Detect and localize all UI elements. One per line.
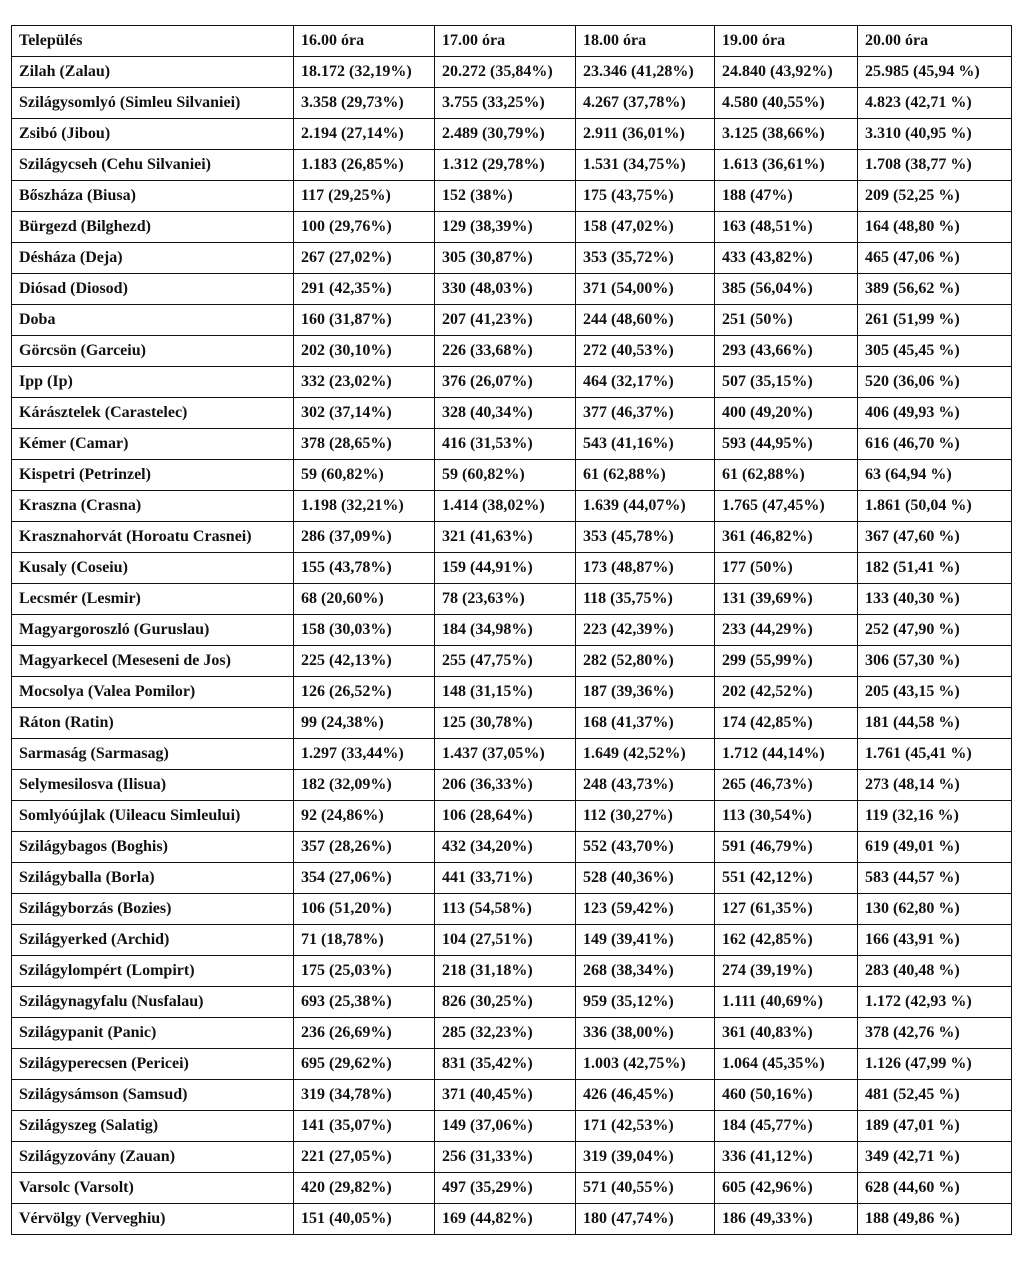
turnout-cell: 616 (46,70 %) — [858, 429, 1012, 460]
turnout-cell: 78 (23,63%) — [435, 584, 576, 615]
turnout-cell: 3.358 (29,73%) — [294, 88, 435, 119]
turnout-cell: 221 (27,05%) — [294, 1142, 435, 1173]
turnout-cell: 117 (29,25%) — [294, 181, 435, 212]
turnout-cell: 605 (42,96%) — [715, 1173, 858, 1204]
settlement-name-cell: Doba — [12, 305, 294, 336]
turnout-cell: 187 (39,36%) — [576, 677, 715, 708]
turnout-cell: 233 (44,29%) — [715, 615, 858, 646]
turnout-cell: 959 (35,12%) — [576, 987, 715, 1018]
table-row — [12, 1204, 1012, 1235]
table-row — [12, 553, 1012, 584]
settlement-name-cell: Szilágysámson (Samsud) — [12, 1080, 294, 1111]
turnout-cell: 305 (45,45 %) — [858, 336, 1012, 367]
settlement-name-cell: Sarmaság (Sarmasag) — [12, 739, 294, 770]
turnout-cell: 282 (52,80%) — [576, 646, 715, 677]
turnout-cell: 371 (54,00%) — [576, 274, 715, 305]
turnout-cell: 151 (40,05%) — [294, 1204, 435, 1235]
turnout-cell: 160 (31,87%) — [294, 305, 435, 336]
turnout-cell: 180 (47,74%) — [576, 1204, 715, 1235]
turnout-cell: 497 (35,29%) — [435, 1173, 576, 1204]
turnout-cell: 206 (36,33%) — [435, 770, 576, 801]
table-row — [12, 1049, 1012, 1080]
turnout-cell: 71 (18,78%) — [294, 925, 435, 956]
table-row — [12, 57, 1012, 88]
turnout-cell: 1.761 (45,41 %) — [858, 739, 1012, 770]
turnout-cell: 305 (30,87%) — [435, 243, 576, 274]
turnout-cell: 319 (34,78%) — [294, 1080, 435, 1111]
table-row — [12, 88, 1012, 119]
turnout-cell: 291 (42,35%) — [294, 274, 435, 305]
table-row — [12, 1173, 1012, 1204]
table-row — [12, 677, 1012, 708]
turnout-cell: 3.125 (38,66%) — [715, 119, 858, 150]
turnout-cell: 59 (60,82%) — [294, 460, 435, 491]
turnout-cell: 336 (38,00%) — [576, 1018, 715, 1049]
turnout-cell: 551 (42,12%) — [715, 863, 858, 894]
settlement-name-cell: Szilágycseh (Cehu Silvaniei) — [12, 150, 294, 181]
turnout-cell: 330 (48,03%) — [435, 274, 576, 305]
turnout-cell: 225 (42,13%) — [294, 646, 435, 677]
turnout-cell: 20.272 (35,84%) — [435, 57, 576, 88]
turnout-cell: 18.172 (32,19%) — [294, 57, 435, 88]
turnout-cell: 583 (44,57 %) — [858, 863, 1012, 894]
turnout-cell: 1.639 (44,07%) — [576, 491, 715, 522]
table-row — [12, 119, 1012, 150]
turnout-cell: 2.194 (27,14%) — [294, 119, 435, 150]
header-settlement: Település — [12, 26, 294, 57]
table-row — [12, 646, 1012, 677]
turnout-cell: 158 (30,03%) — [294, 615, 435, 646]
turnout-cell: 255 (47,75%) — [435, 646, 576, 677]
turnout-cell: 1.064 (45,35%) — [715, 1049, 858, 1080]
turnout-cell: 181 (44,58 %) — [858, 708, 1012, 739]
turnout-cell: 100 (29,76%) — [294, 212, 435, 243]
table-row — [12, 491, 1012, 522]
settlement-name-cell: Szilágyborzás (Bozies) — [12, 894, 294, 925]
turnout-cell: 129 (38,39%) — [435, 212, 576, 243]
turnout-cell: 141 (35,07%) — [294, 1111, 435, 1142]
turnout-cell: 118 (35,75%) — [576, 584, 715, 615]
turnout-cell: 336 (41,12%) — [715, 1142, 858, 1173]
turnout-cell: 104 (27,51%) — [435, 925, 576, 956]
header-time-4: 19.00 óra — [715, 26, 858, 57]
settlement-name-cell: Lecsmér (Lesmir) — [12, 584, 294, 615]
turnout-cell: 166 (43,91 %) — [858, 925, 1012, 956]
turnout-cell: 113 (54,58%) — [435, 894, 576, 925]
turnout-cell: 148 (31,15%) — [435, 677, 576, 708]
turnout-cell: 251 (50%) — [715, 305, 858, 336]
turnout-cell: 2.489 (30,79%) — [435, 119, 576, 150]
table-row — [12, 615, 1012, 646]
turnout-cell: 252 (47,90 %) — [858, 615, 1012, 646]
turnout-cell: 273 (48,14 %) — [858, 770, 1012, 801]
turnout-cell: 353 (35,72%) — [576, 243, 715, 274]
settlement-name-cell: Bőszháza (Biusa) — [12, 181, 294, 212]
turnout-cell: 174 (42,85%) — [715, 708, 858, 739]
turnout-cell: 361 (40,83%) — [715, 1018, 858, 1049]
turnout-cell: 177 (50%) — [715, 553, 858, 584]
turnout-cell: 464 (32,17%) — [576, 367, 715, 398]
turnout-cell: 543 (41,16%) — [576, 429, 715, 460]
turnout-cell: 465 (47,06 %) — [858, 243, 1012, 274]
turnout-cell: 1.765 (47,45%) — [715, 491, 858, 522]
turnout-cell: 302 (37,14%) — [294, 398, 435, 429]
table-row — [12, 1080, 1012, 1111]
turnout-cell: 1.126 (47,99 %) — [858, 1049, 1012, 1080]
turnout-cell: 223 (42,39%) — [576, 615, 715, 646]
turnout-cell: 1.003 (42,75%) — [576, 1049, 715, 1080]
table-row — [12, 336, 1012, 367]
turnout-cell: 123 (59,42%) — [576, 894, 715, 925]
table-row — [12, 274, 1012, 305]
turnout-cell: 188 (49,86 %) — [858, 1204, 1012, 1235]
turnout-cell: 349 (42,71 %) — [858, 1142, 1012, 1173]
turnout-cell: 619 (49,01 %) — [858, 832, 1012, 863]
turnout-cell: 385 (56,04%) — [715, 274, 858, 305]
turnout-cell: 1.312 (29,78%) — [435, 150, 576, 181]
turnout-cell: 354 (27,06%) — [294, 863, 435, 894]
turnout-cell: 133 (40,30 %) — [858, 584, 1012, 615]
table-row — [12, 181, 1012, 212]
settlement-name-cell: Szilágynagyfalu (Nusfalau) — [12, 987, 294, 1018]
turnout-cell: 389 (56,62 %) — [858, 274, 1012, 305]
turnout-cell: 68 (20,60%) — [294, 584, 435, 615]
turnout-cell: 188 (47%) — [715, 181, 858, 212]
turnout-cell: 61 (62,88%) — [715, 460, 858, 491]
turnout-cell: 321 (41,63%) — [435, 522, 576, 553]
turnout-cell: 293 (43,66%) — [715, 336, 858, 367]
table-row — [12, 367, 1012, 398]
turnout-cell: 831 (35,42%) — [435, 1049, 576, 1080]
turnout-cell: 265 (46,73%) — [715, 770, 858, 801]
settlement-name-cell: Ráton (Ratin) — [12, 708, 294, 739]
turnout-cell: 261 (51,99 %) — [858, 305, 1012, 336]
turnout-cell: 426 (46,45%) — [576, 1080, 715, 1111]
turnout-cell: 378 (28,65%) — [294, 429, 435, 460]
turnout-cell: 4.580 (40,55%) — [715, 88, 858, 119]
turnout-table — [11, 25, 1012, 1235]
settlement-name-cell: Kispetri (Petrinzel) — [12, 460, 294, 491]
table-row — [12, 863, 1012, 894]
turnout-cell: 357 (28,26%) — [294, 832, 435, 863]
turnout-cell: 286 (37,09%) — [294, 522, 435, 553]
header-time-1: 16.00 óra — [294, 26, 435, 57]
table-row — [12, 925, 1012, 956]
turnout-cell: 112 (30,27%) — [576, 801, 715, 832]
settlement-name-cell: Zilah (Zalau) — [12, 57, 294, 88]
turnout-cell: 149 (39,41%) — [576, 925, 715, 956]
turnout-cell: 162 (42,85%) — [715, 925, 858, 956]
turnout-cell: 1.649 (42,52%) — [576, 739, 715, 770]
table-row — [12, 243, 1012, 274]
table-row — [12, 987, 1012, 1018]
turnout-cell: 332 (23,02%) — [294, 367, 435, 398]
header-time-5: 20.00 óra — [858, 26, 1012, 57]
turnout-cell: 3.310 (40,95 %) — [858, 119, 1012, 150]
turnout-cell: 507 (35,15%) — [715, 367, 858, 398]
turnout-cell: 182 (51,41 %) — [858, 553, 1012, 584]
turnout-cell: 248 (43,73%) — [576, 770, 715, 801]
table-body — [12, 57, 1012, 1235]
turnout-cell: 159 (44,91%) — [435, 553, 576, 584]
turnout-cell: 163 (48,51%) — [715, 212, 858, 243]
turnout-cell: 420 (29,82%) — [294, 1173, 435, 1204]
table-row — [12, 770, 1012, 801]
turnout-cell: 378 (42,76 %) — [858, 1018, 1012, 1049]
turnout-cell: 3.755 (33,25%) — [435, 88, 576, 119]
settlement-name-cell: Désháza (Deja) — [12, 243, 294, 274]
settlement-name-cell: Magyargoroszló (Guruslau) — [12, 615, 294, 646]
turnout-cell: 460 (50,16%) — [715, 1080, 858, 1111]
settlement-name-cell: Somlyóújlak (Uileacu Simleului) — [12, 801, 294, 832]
turnout-cell: 272 (40,53%) — [576, 336, 715, 367]
turnout-cell: 175 (43,75%) — [576, 181, 715, 212]
settlement-name-cell: Bürgezd (Bilghezd) — [12, 212, 294, 243]
header-time-3: 18.00 óra — [576, 26, 715, 57]
settlement-name-cell: Szilágyerked (Archid) — [12, 925, 294, 956]
turnout-cell: 226 (33,68%) — [435, 336, 576, 367]
turnout-cell: 299 (55,99%) — [715, 646, 858, 677]
turnout-cell: 209 (52,25 %) — [858, 181, 1012, 212]
turnout-cell: 268 (38,34%) — [576, 956, 715, 987]
turnout-cell: 693 (25,38%) — [294, 987, 435, 1018]
turnout-cell: 4.823 (42,71 %) — [858, 88, 1012, 119]
settlement-name-cell: Zsibó (Jibou) — [12, 119, 294, 150]
turnout-cell: 593 (44,95%) — [715, 429, 858, 460]
table-row — [12, 429, 1012, 460]
turnout-cell: 552 (43,70%) — [576, 832, 715, 863]
settlement-name-cell: Kémer (Camar) — [12, 429, 294, 460]
turnout-cell: 184 (45,77%) — [715, 1111, 858, 1142]
turnout-cell: 4.267 (37,78%) — [576, 88, 715, 119]
turnout-cell: 267 (27,02%) — [294, 243, 435, 274]
table-row — [12, 460, 1012, 491]
turnout-cell: 371 (40,45%) — [435, 1080, 576, 1111]
turnout-cell: 528 (40,36%) — [576, 863, 715, 894]
turnout-cell: 236 (26,69%) — [294, 1018, 435, 1049]
turnout-cell: 591 (46,79%) — [715, 832, 858, 863]
turnout-cell: 113 (30,54%) — [715, 801, 858, 832]
turnout-cell: 207 (41,23%) — [435, 305, 576, 336]
turnout-cell: 202 (42,52%) — [715, 677, 858, 708]
table-row — [12, 212, 1012, 243]
table-row — [12, 956, 1012, 987]
settlement-name-cell: Szilágylompért (Lompirt) — [12, 956, 294, 987]
turnout-cell: 1.861 (50,04 %) — [858, 491, 1012, 522]
settlement-name-cell: Krasznahorvát (Horoatu Crasnei) — [12, 522, 294, 553]
turnout-cell: 152 (38%) — [435, 181, 576, 212]
turnout-cell: 432 (34,20%) — [435, 832, 576, 863]
turnout-cell: 184 (34,98%) — [435, 615, 576, 646]
settlement-name-cell: Vérvölgy (Verveghiu) — [12, 1204, 294, 1235]
turnout-cell: 1.172 (42,93 %) — [858, 987, 1012, 1018]
turnout-cell: 328 (40,34%) — [435, 398, 576, 429]
table-row — [12, 1142, 1012, 1173]
table-row — [12, 398, 1012, 429]
table-row — [12, 150, 1012, 181]
turnout-cell: 361 (46,82%) — [715, 522, 858, 553]
turnout-cell: 274 (39,19%) — [715, 956, 858, 987]
turnout-cell: 441 (33,71%) — [435, 863, 576, 894]
settlement-name-cell: Szilágybagos (Boghis) — [12, 832, 294, 863]
turnout-cell: 149 (37,06%) — [435, 1111, 576, 1142]
settlement-name-cell: Szilágyballa (Borla) — [12, 863, 294, 894]
settlement-name-cell: Kusaly (Coseiu) — [12, 553, 294, 584]
turnout-cell: 433 (43,82%) — [715, 243, 858, 274]
table-row — [12, 708, 1012, 739]
table-row — [12, 584, 1012, 615]
turnout-cell: 1.297 (33,44%) — [294, 739, 435, 770]
turnout-cell: 164 (48,80 %) — [858, 212, 1012, 243]
table-row — [12, 894, 1012, 925]
turnout-cell: 520 (36,06 %) — [858, 367, 1012, 398]
turnout-cell: 205 (43,15 %) — [858, 677, 1012, 708]
turnout-cell: 1.712 (44,14%) — [715, 739, 858, 770]
turnout-cell: 182 (32,09%) — [294, 770, 435, 801]
turnout-cell: 628 (44,60 %) — [858, 1173, 1012, 1204]
turnout-cell: 377 (46,37%) — [576, 398, 715, 429]
turnout-cell: 63 (64,94 %) — [858, 460, 1012, 491]
turnout-cell: 155 (43,78%) — [294, 553, 435, 584]
turnout-cell: 23.346 (41,28%) — [576, 57, 715, 88]
turnout-cell: 126 (26,52%) — [294, 677, 435, 708]
turnout-cell: 131 (39,69%) — [715, 584, 858, 615]
turnout-cell: 24.840 (43,92%) — [715, 57, 858, 88]
turnout-cell: 106 (51,20%) — [294, 894, 435, 925]
turnout-cell: 285 (32,23%) — [435, 1018, 576, 1049]
turnout-cell: 353 (45,78%) — [576, 522, 715, 553]
settlement-name-cell: Magyarkecel (Meseseni de Jos) — [12, 646, 294, 677]
turnout-cell: 106 (28,64%) — [435, 801, 576, 832]
settlement-name-cell: Szilágysomlyó (Simleu Silvaniei) — [12, 88, 294, 119]
turnout-cell: 175 (25,03%) — [294, 956, 435, 987]
table-row — [12, 1018, 1012, 1049]
turnout-cell: 169 (44,82%) — [435, 1204, 576, 1235]
turnout-cell: 319 (39,04%) — [576, 1142, 715, 1173]
turnout-cell: 1.613 (36,61%) — [715, 150, 858, 181]
turnout-cell: 1.437 (37,05%) — [435, 739, 576, 770]
turnout-cell: 367 (47,60 %) — [858, 522, 1012, 553]
turnout-cell: 400 (49,20%) — [715, 398, 858, 429]
turnout-cell: 481 (52,45 %) — [858, 1080, 1012, 1111]
settlement-name-cell: Diósad (Diosod) — [12, 274, 294, 305]
table-row — [12, 522, 1012, 553]
settlement-name-cell: Kárásztelek (Carastelec) — [12, 398, 294, 429]
turnout-cell: 92 (24,86%) — [294, 801, 435, 832]
turnout-cell: 244 (48,60%) — [576, 305, 715, 336]
turnout-cell: 173 (48,87%) — [576, 553, 715, 584]
turnout-cell: 99 (24,38%) — [294, 708, 435, 739]
settlement-name-cell: Szilágyzovány (Zauan) — [12, 1142, 294, 1173]
turnout-cell: 306 (57,30 %) — [858, 646, 1012, 677]
table-header-row — [12, 26, 1012, 57]
table-row — [12, 832, 1012, 863]
turnout-cell: 1.531 (34,75%) — [576, 150, 715, 181]
turnout-cell: 130 (62,80 %) — [858, 894, 1012, 925]
turnout-cell: 202 (30,10%) — [294, 336, 435, 367]
turnout-cell: 1.183 (26,85%) — [294, 150, 435, 181]
turnout-cell: 1.708 (38,77 %) — [858, 150, 1012, 181]
settlement-name-cell: Kraszna (Crasna) — [12, 491, 294, 522]
table-row — [12, 801, 1012, 832]
turnout-cell: 1.111 (40,69%) — [715, 987, 858, 1018]
turnout-cell: 125 (30,78%) — [435, 708, 576, 739]
header-time-2: 17.00 óra — [435, 26, 576, 57]
turnout-cell: 168 (41,37%) — [576, 708, 715, 739]
turnout-cell: 695 (29,62%) — [294, 1049, 435, 1080]
settlement-name-cell: Ipp (Ip) — [12, 367, 294, 398]
turnout-cell: 283 (40,48 %) — [858, 956, 1012, 987]
turnout-cell: 218 (31,18%) — [435, 956, 576, 987]
turnout-cell: 59 (60,82%) — [435, 460, 576, 491]
settlement-name-cell: Szilágyperecsen (Pericei) — [12, 1049, 294, 1080]
turnout-cell: 256 (31,33%) — [435, 1142, 576, 1173]
turnout-cell: 25.985 (45,94 %) — [858, 57, 1012, 88]
turnout-cell: 189 (47,01 %) — [858, 1111, 1012, 1142]
turnout-cell: 61 (62,88%) — [576, 460, 715, 491]
settlement-name-cell: Mocsolya (Valea Pomilor) — [12, 677, 294, 708]
turnout-cell: 171 (42,53%) — [576, 1111, 715, 1142]
settlement-name-cell: Görcsön (Garceiu) — [12, 336, 294, 367]
turnout-cell: 406 (49,93 %) — [858, 398, 1012, 429]
turnout-cell: 127 (61,35%) — [715, 894, 858, 925]
settlement-name-cell: Szilágyszeg (Salatig) — [12, 1111, 294, 1142]
turnout-cell: 158 (47,02%) — [576, 212, 715, 243]
settlement-name-cell: Varsolc (Varsolt) — [12, 1173, 294, 1204]
turnout-cell: 186 (49,33%) — [715, 1204, 858, 1235]
turnout-cell: 1.414 (38,02%) — [435, 491, 576, 522]
turnout-cell: 376 (26,07%) — [435, 367, 576, 398]
turnout-cell: 119 (32,16 %) — [858, 801, 1012, 832]
settlement-name-cell: Selymesilosva (Ilisua) — [12, 770, 294, 801]
turnout-cell: 1.198 (32,21%) — [294, 491, 435, 522]
turnout-cell: 826 (30,25%) — [435, 987, 576, 1018]
turnout-cell: 571 (40,55%) — [576, 1173, 715, 1204]
table-row — [12, 305, 1012, 336]
table-row — [12, 1111, 1012, 1142]
settlement-name-cell: Szilágypanit (Panic) — [12, 1018, 294, 1049]
turnout-cell: 2.911 (36,01%) — [576, 119, 715, 150]
turnout-cell: 416 (31,53%) — [435, 429, 576, 460]
table-row — [12, 739, 1012, 770]
